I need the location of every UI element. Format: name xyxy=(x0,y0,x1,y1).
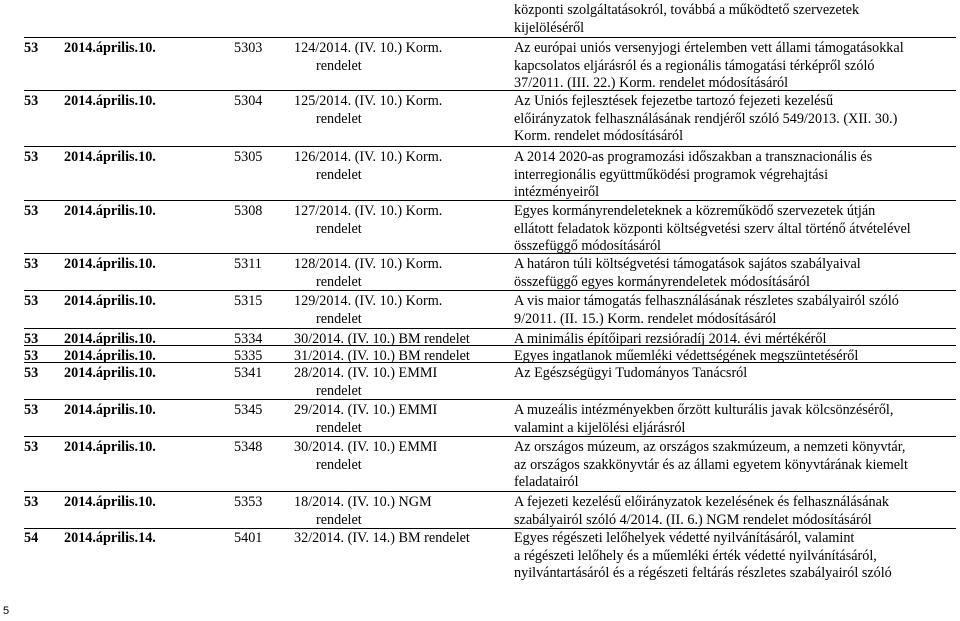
publication-date: 2014.április.10. xyxy=(64,439,156,455)
title-line: Korm. rendelet módosításáról xyxy=(514,128,684,144)
issue-number: 53 xyxy=(24,293,39,309)
reference-line: 129/2014. (IV. 10.) Korm. xyxy=(294,293,443,309)
page-number: 5 xyxy=(3,605,10,617)
regulation-title xyxy=(514,530,956,583)
regulation-reference xyxy=(294,256,524,291)
issue-number: 53 xyxy=(24,402,39,418)
title-line: A határon túli költségvetési támogatások sajátos szabályaival xyxy=(514,256,861,272)
title-line: Egyes kormányrendeleteknek a közreműködő szervezetek útján xyxy=(514,203,876,219)
title-line: előirányzatok felhasználásának rendjéről szóló 549/2013. (XII. 30.) xyxy=(514,110,898,127)
title-line: az országos szakkönyvtár és az állami egyetem könyvtárának kiemelt xyxy=(514,456,908,473)
title-line: összefüggő egyes kormányrendeletek módosításáról xyxy=(514,273,810,290)
publication-date: 2014.április.10. xyxy=(64,40,156,56)
issue-number: 53 xyxy=(24,203,39,219)
row-divider xyxy=(24,328,956,329)
publication-date: 2014.április.10. xyxy=(64,365,156,381)
title-line: Egyes régészeti lelőhelyek védetté nyilvánításáról, valamint xyxy=(514,530,855,546)
page-id: 5348 xyxy=(234,439,263,455)
page-id: 5353 xyxy=(234,494,263,510)
continuation-text xyxy=(514,2,954,37)
reference-line: 124/2014. (IV. 10.) Korm. xyxy=(294,40,443,56)
reference-line: 31/2014. (IV. 10.) BM rendelet xyxy=(294,348,470,364)
row-divider xyxy=(24,345,956,346)
title-line: intézményeiről xyxy=(514,184,600,200)
issue-number: 53 xyxy=(24,40,39,56)
regulation-reference xyxy=(294,530,524,548)
regulation-reference xyxy=(294,293,524,328)
row-divider xyxy=(24,362,956,363)
issue-number: 53 xyxy=(24,348,39,364)
regulation-title xyxy=(514,149,956,202)
title-line: kapcsolatos eljárásról és a regionális támogatási térképről szóló xyxy=(514,57,875,74)
regulation-title xyxy=(514,93,956,146)
regulation-reference xyxy=(294,149,524,184)
regulation-reference xyxy=(294,365,524,400)
issue-number: 53 xyxy=(24,439,39,455)
regulation-reference xyxy=(294,40,524,75)
title-line: a régészeti lelőhely és a műemléki érték védetté nyilvánításáról, xyxy=(514,547,877,564)
title-line: valamint a kijelölési eljárásról xyxy=(514,419,686,436)
reference-line: 28/2014. (IV. 10.) EMMI xyxy=(294,365,438,381)
title-line: Egyes ingatlanok műemléki védettségének megszüntetéséről xyxy=(514,348,859,364)
regulation-title xyxy=(514,402,956,437)
title-line: feladatairól xyxy=(514,474,579,490)
page-id: 5401 xyxy=(234,530,263,546)
title-line: Az országos múzeum, az országos szakmúzeum, a nemzeti könyvtár, xyxy=(514,439,906,455)
text-line: központi szolgáltatásokról, továbbá a működtető szervezetek xyxy=(514,2,860,18)
reference-line: rendelet xyxy=(316,419,362,436)
page-id: 5334 xyxy=(234,331,263,347)
regulation-reference xyxy=(294,93,524,128)
publication-date: 2014.április.10. xyxy=(64,331,156,347)
title-line: Az Egészségügyi Tudományos Tanácsról xyxy=(514,365,748,381)
publication-date: 2014.április.14. xyxy=(64,530,156,546)
regulation-title xyxy=(514,40,956,93)
publication-date: 2014.április.10. xyxy=(64,402,156,418)
page-id: 5345 xyxy=(234,402,263,418)
title-line: 9/2011. (II. 15.) Korm. rendelet módosításáról xyxy=(514,310,777,327)
regulation-title xyxy=(514,293,956,328)
reference-line: rendelet xyxy=(316,511,362,528)
publication-date: 2014.április.10. xyxy=(64,494,156,510)
title-line: A fejezeti kezelésű előirányzatok kezelésének és felhasználásának xyxy=(514,494,889,510)
reference-line: rendelet xyxy=(316,110,362,127)
page-id: 5304 xyxy=(234,93,263,109)
title-line: ellátott feladatok központi költségvetési szerv által történő átvételével xyxy=(514,220,911,237)
text-line: kijelöléséről xyxy=(514,19,585,36)
page-id: 5303 xyxy=(234,40,263,56)
reference-line: 29/2014. (IV. 10.) EMMI xyxy=(294,402,438,418)
regulation-reference xyxy=(294,402,524,437)
reference-line: 30/2014. (IV. 10.) EMMI xyxy=(294,439,438,455)
title-line: 37/2011. (III. 22.) Korm. rendelet módosításáról xyxy=(514,75,789,91)
regulation-title xyxy=(514,203,956,256)
reference-line: 127/2014. (IV. 10.) Korm. xyxy=(294,203,443,219)
reference-line: rendelet xyxy=(316,166,362,183)
regulation-title xyxy=(514,256,956,291)
reference-line: rendelet xyxy=(316,57,362,74)
publication-date: 2014.április.10. xyxy=(64,348,156,364)
title-line: interregionális együttműködési programok végrehajtási xyxy=(514,166,829,183)
issue-number: 53 xyxy=(24,93,39,109)
row-divider xyxy=(24,200,956,201)
title-line: összefüggő módosításáról xyxy=(514,238,661,254)
issue-number: 53 xyxy=(24,365,39,381)
row-divider xyxy=(24,528,956,529)
title-line: nyilvántartásáról és a régészeti feltárás részletes szabályairól szóló xyxy=(514,565,892,581)
issue-number: 53 xyxy=(24,256,39,272)
row-divider xyxy=(24,37,956,38)
page-id: 5308 xyxy=(234,203,263,219)
reference-line: rendelet xyxy=(316,310,362,327)
title-line: A vis maior támogatás felhasználásának részletes szabályairól szóló xyxy=(514,293,899,309)
regulation-title xyxy=(514,439,956,492)
title-line: Az európai uniós versenyjogi értelemben vett állami támogatásokkal xyxy=(514,40,904,56)
regulation-reference xyxy=(294,494,524,529)
regulation-reference xyxy=(294,203,524,238)
reference-line: 125/2014. (IV. 10.) Korm. xyxy=(294,93,443,109)
reference-line: 18/2014. (IV. 10.) NGM xyxy=(294,494,432,510)
reference-line: 32/2014. (IV. 14.) BM rendelet xyxy=(294,530,470,546)
publication-date: 2014.április.10. xyxy=(64,256,156,272)
reference-line: 30/2014. (IV. 10.) BM rendelet xyxy=(294,331,470,347)
row-divider xyxy=(24,399,956,400)
issue-number: 54 xyxy=(24,530,39,546)
page-id: 5341 xyxy=(234,365,263,381)
reference-line: rendelet xyxy=(316,456,362,473)
reference-line: 126/2014. (IV. 10.) Korm. xyxy=(294,149,443,165)
title-line: A muzeális intézményekben őrzött kulturális javak kölcsönzéséről, xyxy=(514,402,894,418)
reference-line: rendelet xyxy=(316,220,362,237)
regulation-title xyxy=(514,494,956,529)
reference-line: rendelet xyxy=(316,273,362,290)
row-divider xyxy=(24,90,956,91)
regulation-title xyxy=(514,365,956,383)
title-line: A minimális építőipari rezsióradíj 2014. évi mértékéről xyxy=(514,331,827,347)
issue-number: 53 xyxy=(24,494,39,510)
publication-date: 2014.április.10. xyxy=(64,293,156,309)
row-divider xyxy=(24,491,956,492)
row-divider xyxy=(24,290,956,291)
title-line: Az Uniós fejlesztések fejezetbe tartozó fejezeti kezelésű xyxy=(514,93,834,109)
page-id: 5311 xyxy=(234,256,262,272)
publication-date: 2014.április.10. xyxy=(64,203,156,219)
publication-date: 2014.április.10. xyxy=(64,149,156,165)
reference-line: 128/2014. (IV. 10.) Korm. xyxy=(294,256,443,272)
reference-line: rendelet xyxy=(316,382,362,399)
regulation-reference xyxy=(294,439,524,474)
title-line: A 2014 2020-as programozási időszakban a transznacionális és xyxy=(514,149,873,165)
issue-number: 53 xyxy=(24,331,39,347)
publication-date: 2014.április.10. xyxy=(64,93,156,109)
row-divider xyxy=(24,436,956,437)
issue-number: 53 xyxy=(24,149,39,165)
title-line: szabályairól szóló 4/2014. (II. 6.) NGM rendelet módosításáról xyxy=(514,511,872,528)
row-divider xyxy=(24,253,956,254)
page-id: 5335 xyxy=(234,348,263,364)
page-id: 5305 xyxy=(234,149,263,165)
row-divider xyxy=(24,146,956,147)
page-id: 5315 xyxy=(234,293,263,309)
